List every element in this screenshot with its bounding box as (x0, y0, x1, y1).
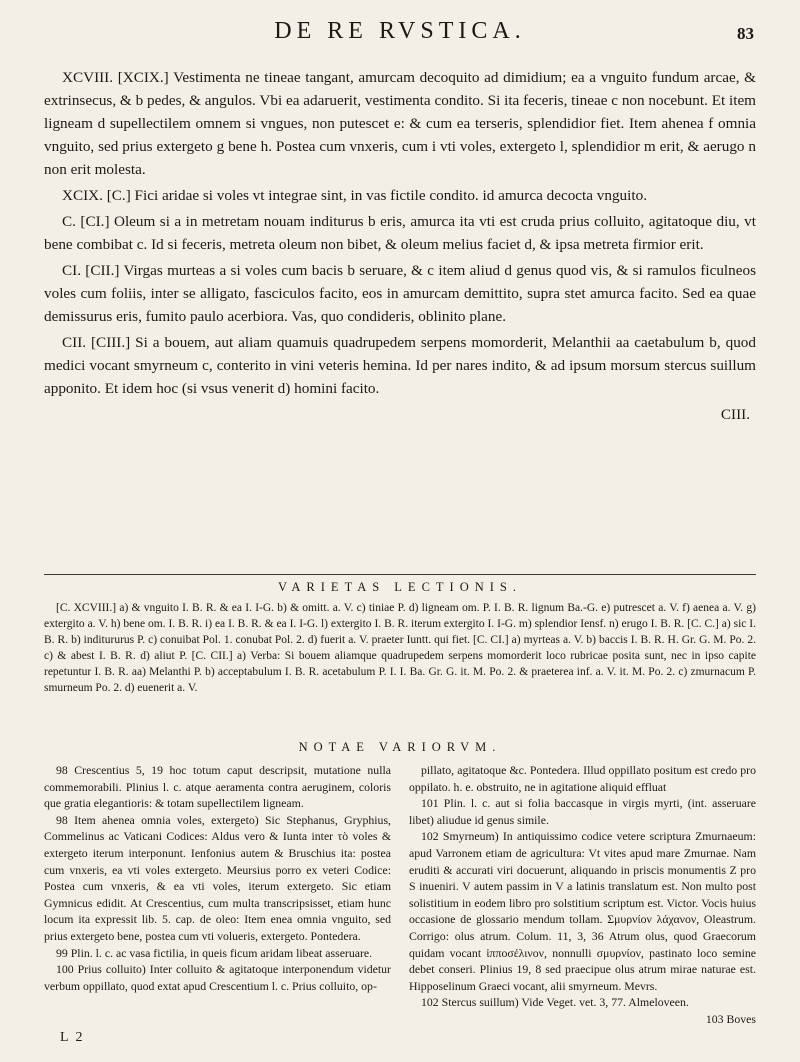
note-102b: 102 Stercus suillum) Vide Veget. vet. 3, 77. Almeloveen. (421, 995, 689, 1010)
catchword-right: 103 Boves (705, 1011, 756, 1026)
notes-right-column (409, 762, 756, 1028)
section-divider (44, 574, 756, 575)
note-101: 101 Plin. l. c. aut si folia baccasque in virgis myrti, (int. asseruare libet) aliudue id genus simile. (409, 796, 756, 827)
chapter-c: C. [CI.] Oleum si a in metretam nouam inditurus b eris, amurca ita vti est cruda prius colluito, agitatoque diu, vt bene combibat c. Id si feceris, metreta oleum non bibet, & oleum melius faciet d, & ipsa metreta firmior erit. (44, 213, 756, 253)
note-102a: 102 Smyrneum) In antiquissimo codice vetere scriptura Zmurnaeum: apud Varronem etiam de agricultura: Vt vites apud mare Zmurnae. Nam eruditi & accurati viri docuerunt, aliquando in priscis monumentis Z pro S inueniri. V autem passim in V a latinis translatum est. Non multo post solistitium in eodem libro pro solstitium scriptum est. Victor. Vocis huius occasione de glossario mendum tollam. Σμυρνίον λάχανον, Oleastrum. Corrigo: olus atrum. Colum. 11, 3, 36 Atrum olus, quod Graecorum quidam vocant ἱπποσέλινον, nonnulli σμυρνίον, pastinato loco semine debet conseri. Plinius 19, 8 sed praecipue olus atrum mirae naturae est. Hipposelinum Graeci vocant, alii smyrneum. Mevrs. (409, 829, 756, 993)
chapter-xcviii: XCVIII. [XCIX.] Vestimenta ne tineae tangant, amurcam decoquito ad dimidium; ea a vnguito fundum arcae, & extrinsecus, & b pedes, & angulos. Vbi ea adaruerit, vestimenta condito. Si ita feceris, tineae c non nocebunt. Et item ligneam d supellectilem omnem si vngues, non putescet e: & cum ea terseris, splendidior fiet. Item ahenea f omnia vnguito, sed prius extergeto g bene h. Postea cum vnxeris, cum i vti voles, extergeto l, splendidior m erit, & aerugo n non erit molesta. (44, 69, 756, 178)
chapter-ci: CI. [CII.] Virgas murteas a si voles cum bacis b seruare, & c item aliud d genus quod vis, & si ramulos ficulneos voles cum foliis, inter se alligato, fasciculos facito, eos in amurcam demittito, supra stet amurca facito. Sed ea quae demissurus eris, fumito paulo acerbiora. Vas, quo condideris, oblinito plane. (44, 262, 756, 325)
catchword: CIII. (720, 406, 750, 423)
running-title: DE RE RVSTICA. (274, 18, 526, 44)
note-100: 100 Prius colluito) Inter colluito & agitatoque interponendum videtur verbum oppillato, quod extat apud Crescentium l. c. Prius colluito, op- (44, 962, 391, 993)
chapter-cii: CII. [CIII.] Si a bouem, aut aliam quamuis quadrupedem serpens momorderit, Melanthii aa caetabulum b, quod medici vocant smyrneum c, conterito in vini veteris hemina. Id per nares indito, & ad ipsum morsum stercus suillum apponito. Et idem hoc (si vsus venerit d) homini facito. (44, 334, 756, 397)
variants-text: [C. XCVIII.] a) & vnguito I. B. R. & ea I. I-G. b) & omitt. a. V. c) tiniae P. d) ligneam om. P. I. B. R. lignum Ba.-G. e) putrescet a. V. f) aenea a. V. g) extergito a. V. h) bene om. I. B. R. i) ea I. B. R. & ea I. I-G. l) extergito I. B. R. iterum extergito I. I-G. m) splendior Iensf. n) erugo I. B. R. [C. C.] a) sic I. B. R. b) inditururus P. c) conuibat Pol. 1. conubat Pol. 2. d) fuerit a. V. praeter Iuntt. qui fiet. [C. CI.] a) myrteas a. V. b) baccis I. B. R. H. Gr. G. M. Po. 2. c) & abest I. B. R. d) aliut P. [C. CII.] a) Verba: Si bouem aliamque quadrupedem serpens momorderit loco rubricae posita sunt, nec in ipso capite repetuntur I. B. R. aa) Melanthi P. b) acceptabulum I. B. R. acetabulum P. I. I. Ba. Gr. G. it. M. Po. 2. & praeterea inf. a. V. it. M. Po. 2. c) zmurnacum P. smurneum Po. 2. d) euenerit a. V. (44, 602, 756, 694)
note-100-cont: pillato, agitatoque &c. Pontedera. Illud oppillato positum est credo pro oppilato. h. e. obstruito, ne in agitatione aliquid effluat (409, 763, 756, 794)
page-number: 83 (737, 24, 754, 43)
note-99: 99 Plin. l. c. ac vasa fictilia, in queis ficum aridam libeat asseruare. (56, 945, 373, 960)
notes-left-column (44, 762, 391, 1028)
variants-block (44, 600, 756, 696)
note-98a: 98 Crescentius 5, 19 hoc totum caput descripsit, mutatione nulla commemorabili. Plinius l. c. atque aeramenta contra aeruginem, coloris que gratia elegantioris: & totam supellectilem ligneam. (44, 763, 391, 811)
main-text (44, 66, 756, 426)
chapter-xcix: XCIX. [C.] Fici aridae si voles vt integrae sint, in vas fictile condito. id amurca decocta vnguito. (62, 187, 647, 204)
note-98b: 98 Item ahenea omnia voles, extergeto) Sic Stephanus, Gryphius, Commelinus ac Vaticani Codices: Aldus vero & Iunta inter τὸ voles & extergeto iterum interponunt. Ienfonius autem & Bruschius ita: postea cum vnxeris, ea vti voles extergeto. Meursius porro ex veteri Codice: Postea cum vnxeris, & ea vti voles, iterum extergeto. Sic etiam Gymnicus edidit. At Crescentius, cum multa transcripsisset, etiam hunc locum ita expressit lib. 5. cap. de oleo: Item enea omnia vnguito, sed prius extergeto bene, postea cum vti volueris, extergeto. Pontedera. (44, 812, 391, 943)
signature-mark: L 2 (60, 1030, 85, 1045)
notes-heading: NOTAE VARIORVM. (298, 740, 502, 754)
page-header (0, 18, 800, 58)
variants-heading: VARIETAS LECTIONIS. (277, 580, 523, 594)
notes-columns (44, 762, 756, 1028)
